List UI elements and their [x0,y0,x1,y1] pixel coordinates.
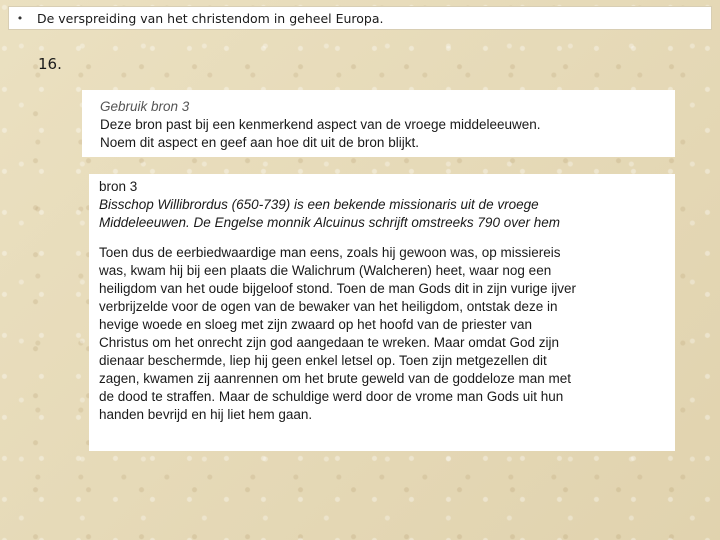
question-number: 16. [38,55,62,73]
task-box [82,90,675,157]
source-body-line: zagen, kwamen zij aanrennen om het brute geweld van de goddeloze man met [99,371,572,386]
source-body-line: de dood te straffen. Maar de schuldige werd door de vrome man Gods uit hun [99,389,564,404]
source-body-line: dienaar beschermde, liep hij geen enkel letsel op. Toen zijn metgezellen dit [99,353,547,368]
source-body-line: hevige woede en sloeg met zijn zwaard op het hoofd van de priester van [99,317,533,332]
bullet-icon: • [16,11,24,25]
source-heading: bron 3 [99,179,138,194]
source-body-line: verbrijzelde voor de ogen van de bewaker van het heiligdom, ontstak deze in [99,299,558,314]
source-body-line: Christus om het onrecht zijn god aangedaan te wreken. Maar omdat God zijn [99,335,560,350]
source-intro-line: Middeleeuwen. De Engelse monnik Alcuinus schrijft omstreeks 790 over hem [99,215,560,230]
source-body-line: handen bevrijd en hij liet hem gaan. [99,407,313,422]
slide-title: De verspreiding van het christendom in geheel Europa. [37,10,384,26]
source-body-line: heiligdom van het oude bijgeloof stond. Toen de man Gods dit in zijn vurige ijver [99,281,577,296]
header-bar [8,6,712,30]
source-box [89,174,675,451]
task-heading: Gebruik bron 3 [100,99,190,114]
source-intro-line: Bisschop Willibrordus (650-739) is een bekende missionaris uit de vroege [99,197,539,212]
source-body-line: Toen dus de eerbiedwaardige man eens, zoals hij gewoon was, op missiereis [99,245,561,260]
task-line: Noem dit aspect en geef aan hoe dit uit de bron blijkt. [100,135,419,150]
task-line: Deze bron past bij een kenmerkend aspect van de vroege middeleeuwen. [100,117,541,132]
source-body-line: was, kwam hij bij een plaats die Walichrum (Walcheren) heet, waar nog een [99,263,552,278]
